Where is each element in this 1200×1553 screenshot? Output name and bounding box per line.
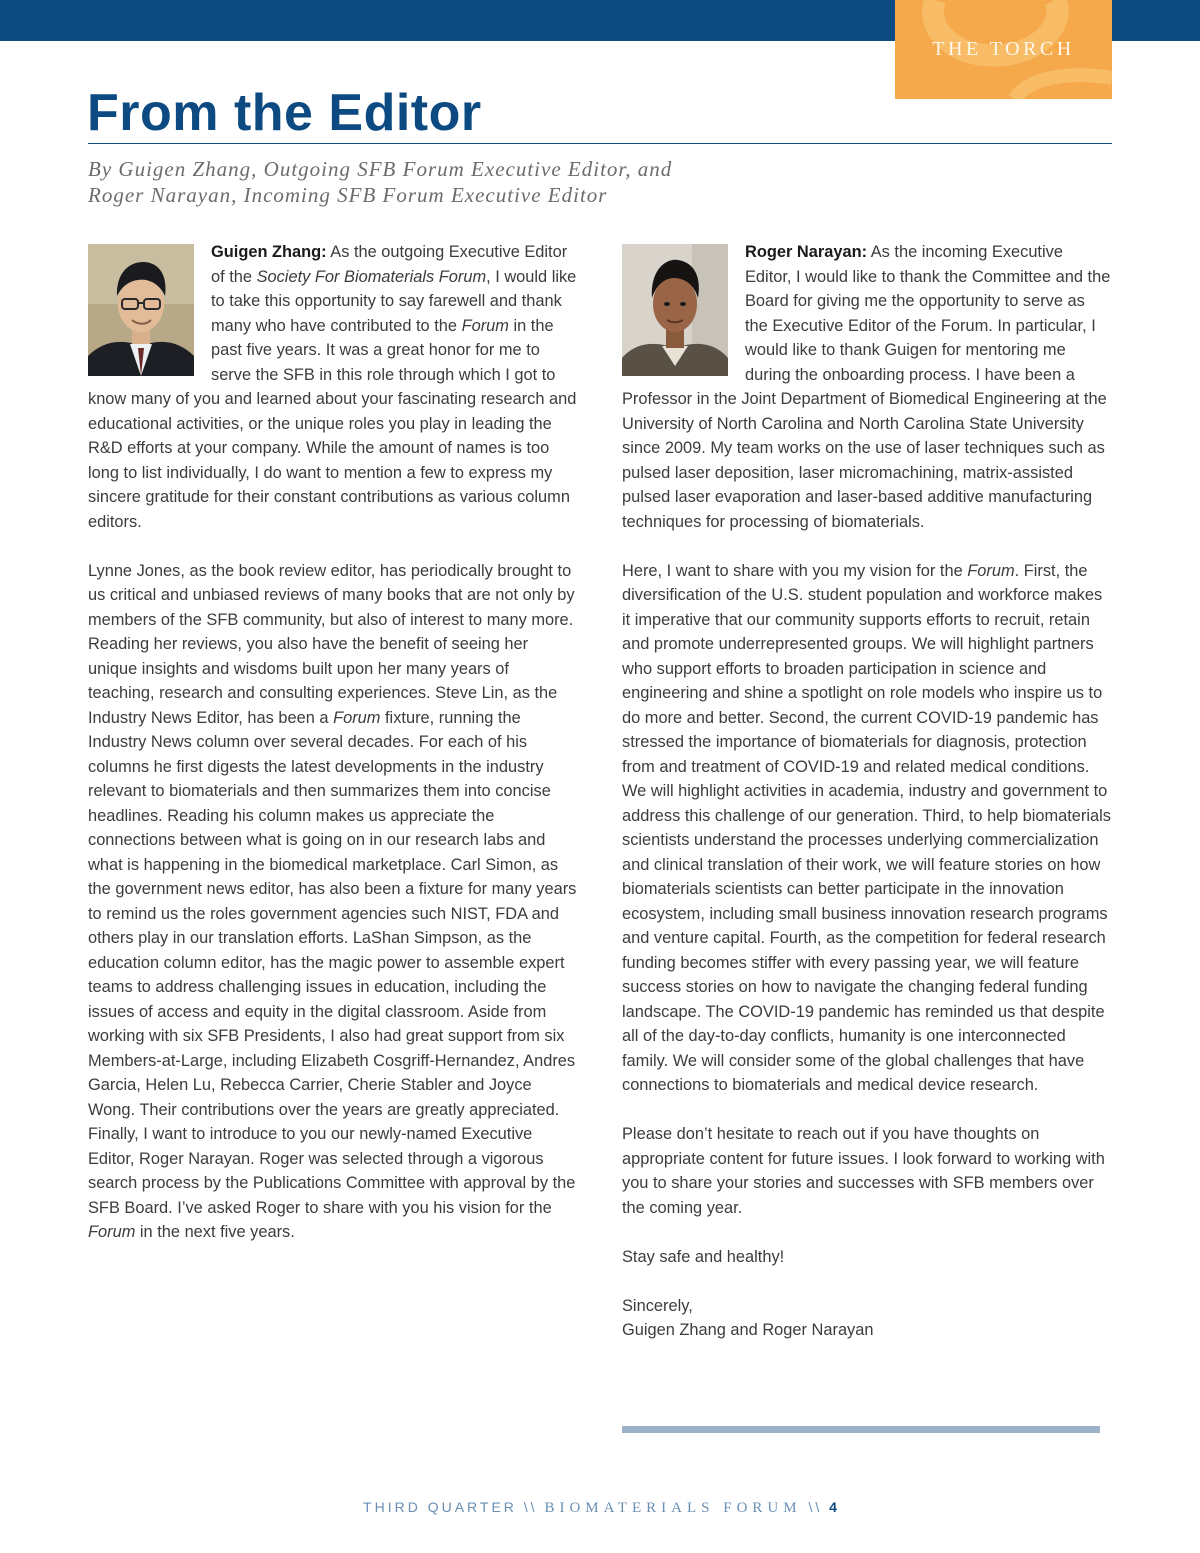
byline xyxy=(88,156,788,208)
left-p2-text-c: in the next five years. xyxy=(135,1223,295,1241)
byline-line-2: Roger Narayan, Incoming SFB Forum Executive Editor xyxy=(88,183,608,207)
closing-rule xyxy=(622,1426,1100,1433)
section-tab xyxy=(895,0,1112,99)
signatures: Guigen Zhang and Roger Narayan xyxy=(622,1321,874,1339)
left-p2-text-a: Lynne Jones, as the book review editor, has periodically brought to us critical and unbiased reviews of many books that are not only by members of the SFB community, but also of interest to many more. Reading her reviews, you also have the benefit of seeing her unique insights and wisdoms built upon her many years of teaching, research and consulting experiences. Steve Lin, as the Industry News Editor, has been a xyxy=(88,561,575,727)
roger-narayan-photo xyxy=(622,244,728,376)
title-divider xyxy=(88,143,1112,144)
sign-off xyxy=(622,1294,1112,1343)
closing: Sincerely, xyxy=(622,1296,693,1315)
right-p2-text-a: Here, I want to share with you my vision for the xyxy=(622,561,968,580)
byline-line-1: By Guigen Zhang, Outgoing SFB Forum Executive Editor, and xyxy=(88,157,673,181)
footer-page-number: 4 xyxy=(829,1499,837,1515)
left-p1-text-c: in the past five years. It was a great honor for me to serve the SFB in this role through which I got to know many of you and learned about your fascinating research and educational activities, or the unique roles you play in leading the R&D efforts at your company. While the amount of names is too long to list individually, I do want to mention a few to express my sincere gratitude for their constant contributions as various column editors. xyxy=(88,316,577,531)
left-p2-italic-1: Forum xyxy=(333,708,381,727)
lead-name-narayan: Roger Narayan: xyxy=(745,243,868,261)
lead-name-zhang: Guigen Zhang: xyxy=(211,243,327,261)
left-p1-italic-1: Society For Biomaterials Forum xyxy=(256,267,487,286)
left-p1-text-a: As the outgoing Executive Editor of the xyxy=(211,243,568,286)
left-paragraph-2 xyxy=(88,559,578,1245)
left-p1-text-b: , I would like to take this opportunity to say farewell and thank many who have contributed to the xyxy=(211,267,577,335)
left-p1-italic-2: Forum xyxy=(461,316,509,335)
left-p2-text-b: fixture, running the Industry News column over several decades. For each of his columns he first digests the latest developments in the industry relevant to biomaterials and then summarizes them into concise headlines. Reading his column makes us appreciate the connections between what is going on in our research labs and what is happening in the biomedical marketplace. Carl Simon, as the government news editor, has also been a fixture for many years to remind us the roles government agencies such NIST, FDA and others play in our translation efforts. LaShan Simpson, as the education column editor, has the magic power to assemble expert teams to address challenging issues in education, including the issues of access and equity in the digital classroom. Aside from working with six SFB Presidents, I also had great support from six Members-at-Large, including Elizabeth Cosgriff-Hernandez, Andres Garcia, Helen Lu, Rebecca Carrier, Cherie Stabler and Joyce Wong. Their contributions over the years are greatly appreciated. Finally, I want to introduce to you our newly-named Executive Editor, Roger Narayan. Roger was selected through a vigorous search process by the Publications Committee with approval by the SFB Board. I’ve asked Roger to share with you his vision for the xyxy=(88,708,577,1217)
right-paragraph-2 xyxy=(622,559,1112,1098)
left-column xyxy=(88,240,578,1269)
left-p2-italic-2: Forum xyxy=(88,1223,136,1241)
right-paragraph-3: Please don’t hesitate to reach out if you have thoughts on appropriate content for future issues. I look forward to working with you to share your stories and successes with SFB members over the coming year. xyxy=(622,1125,1105,1217)
section-tab-label: THE TORCH xyxy=(932,38,1075,60)
right-p2-text-b: . First, the diversification of the U.S. student population and workforce makes it imperative that our community supports efforts to recruit, retain and promote underrepresented groups. We will highlight partners who support efforts to broaden participation in science and engineering and shine a spotlight on role models who inspire us to do more and better. Second, the current COVID-19 pandemic has stressed the importance of biomaterials for diagnosis, protection from and treatment of COVID-19 and related medical conditions. We will highlight activities in academia, industry and government to address this challenge of our generation. Third, to help biomaterials scientists understand the processes underlying commercialization and clinical translation of their work, we will feature stories on how biomaterials scientists can better participate in the innovation ecosystem, including small business innovation research programs and venture capital. Fourth, as the competition for federal research funding becomes stiffer with every passing year, we will feature success stories on how to navigate the changing federal funding landscape. The COVID-19 pandemic has reminded us that despite all of the day-to-day conflicts, humanity is one interconnected family. We will consider some of the global challenges that have connections to biomaterials and medical device research. xyxy=(622,561,1111,1094)
page-footer xyxy=(0,1499,1200,1517)
right-column xyxy=(622,240,1112,1367)
right-paragraph-4: Stay safe and healthy! xyxy=(622,1247,785,1266)
right-p1-text: As the incoming Executive Editor, I would like to thank the Committee and the Board for giving me the opportunity to serve as the Executive Editor of the Forum. In particular, I would like to thank Guigen for mentoring me during the onboarding process. I have been a Professor in the Joint Department of Biomedical Engineering at the University of North Carolina and North Carolina State University since 2009. My team works on the use of laser techniques such as pulsed laser deposition, laser micromachining, matrix-assisted pulsed laser evaporation and laser-based additive manufacturing techniques for processing of biomaterials. xyxy=(622,243,1111,531)
footer-separator-2: \\ xyxy=(808,1499,823,1515)
page-title: From the Editor xyxy=(87,84,482,142)
footer-quarter: THIRD QUARTER xyxy=(363,1499,517,1515)
footer-publication: BIOMATERIALS FORUM xyxy=(544,1500,802,1516)
right-p2-italic: Forum xyxy=(967,561,1015,580)
footer-separator-1: \\ xyxy=(523,1499,538,1515)
guigen-zhang-photo xyxy=(88,244,194,376)
